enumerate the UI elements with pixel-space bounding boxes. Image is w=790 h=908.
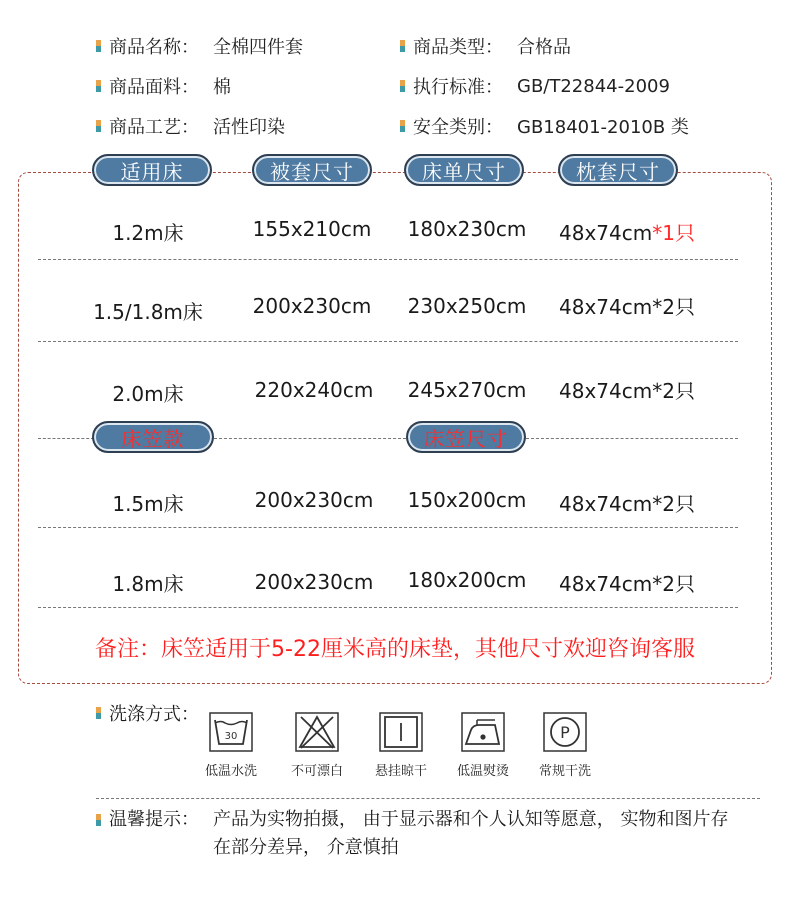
cell-duvet: 200x230cm [254,570,374,594]
cell-pillow [559,291,695,320]
care-item-no-bleach [282,712,352,779]
info-name [96,31,303,61]
cell-duvet: 155x210cm [252,217,372,241]
dry-clean-letter: P [560,723,570,742]
info-value: GB18401-2010B 类 [517,117,689,138]
info-label: 商品名称： [109,37,199,58]
care-item-low-iron [448,712,518,779]
info-value: GB/T22844-2009 [517,75,670,97]
care-label: 低温水洗 [204,764,257,779]
cell-bed: 1.5m床 [112,492,184,516]
care-label: 低温熨烫 [456,764,509,779]
row-divider [38,607,738,608]
pillow-count-highlight: *1只 [652,221,695,245]
bullet-icon [400,80,405,92]
cell-bed: 2.0m床 [112,382,184,406]
care-item-low-temp-wash [196,712,266,779]
tip-label: 温馨提示： [109,809,199,830]
hang-dry-icon [379,712,423,752]
wash-method-label [96,700,199,726]
cell-duvet: 200x230cm [254,488,374,512]
low-iron-icon [461,712,505,752]
cell-duvet: 200x230cm [252,294,372,318]
info-value: 棉 [213,77,231,98]
info-value: 合格品 [517,37,571,58]
cell-sheet: 245x270cm [407,378,527,402]
bullet-icon [96,120,101,132]
header-duvet-size: 被套尺寸 [252,154,372,186]
section-divider [96,798,760,799]
size-note: 备注：床笠适用于5-22厘米高的床垫，其他尺寸欢迎咨询客服 [95,637,695,662]
pillow-size: 48x74cm [559,221,653,245]
cell-bed: 1.5/1.8m床 [93,300,203,324]
row-divider [38,341,738,342]
bullet-icon [96,814,101,826]
section-divider [214,438,406,439]
info-label: 执行标准： [413,77,503,98]
row-divider [38,527,738,528]
header-fitted-size: 床笠尺寸 [406,421,526,453]
header-pillow-size: 枕套尺寸 [558,154,678,186]
cell-bed: 1.2m床 [112,221,184,245]
cell-pillow: 48x74cm*2只 [559,492,695,516]
tip-text: 产品为实物拍摄， 由于显示器和个人认知等愿意， 实物和图片存在部分差异， 介意慎拍 [213,809,729,858]
info-standard [400,71,670,101]
care-label: 常规干洗 [538,764,591,779]
info-safety [400,111,689,141]
info-value: 全棉四件套 [213,37,303,58]
warm-tip [96,806,743,862]
info-label: 商品工艺： [109,117,199,138]
cell-fitted-sheet: 150x200cm [407,488,527,512]
care-label: 悬挂晾干 [374,764,427,779]
cell-duvet: 220x240cm [254,378,374,402]
pillow-count: *2只 [652,295,695,319]
bullet-icon [400,40,405,52]
info-fabric [96,71,231,101]
info-label: 商品类型： [413,37,503,58]
cell-sheet: 230x250cm [407,294,527,318]
wash-label-text: 洗涤方式： [109,704,199,725]
pillow-count: *2只 [652,379,695,403]
pillow-size: 48x74cm [559,379,653,403]
cell-bed: 1.8m床 [112,572,184,596]
info-label: 安全类别： [413,117,503,138]
tip-label-wrap [96,806,199,834]
section-divider [526,438,738,439]
header-bed: 适用床 [92,154,212,186]
info-type [400,31,571,61]
info-value: 活性印染 [213,117,285,138]
bullet-icon [400,120,405,132]
cell-pillow: 48x74cm*2只 [559,572,695,596]
info-process [96,111,285,141]
bullet-icon [96,40,101,52]
row-divider [38,259,738,260]
dry-clean-icon [543,712,587,752]
no-bleach-icon [295,712,339,752]
header-sheet-size: 床单尺寸 [404,154,524,186]
cell-pillow [559,375,695,404]
section-divider [38,438,94,439]
header-fitted-style: 床笠款 [92,421,214,453]
cell-pillow [559,217,695,246]
pillow-size: 48x74cm [559,295,653,319]
cell-fitted-sheet: 180x200cm [407,568,527,592]
bullet-icon [96,707,101,719]
wash-temp: 30 [224,731,238,742]
info-label: 商品面料： [109,77,199,98]
bullet-icon [96,80,101,92]
care-label: 不可漂白 [290,764,343,779]
low-temp-wash-icon [209,712,253,752]
cell-sheet: 180x230cm [407,217,527,241]
care-item-dry-clean [530,712,600,779]
care-item-hang-dry [366,712,436,779]
